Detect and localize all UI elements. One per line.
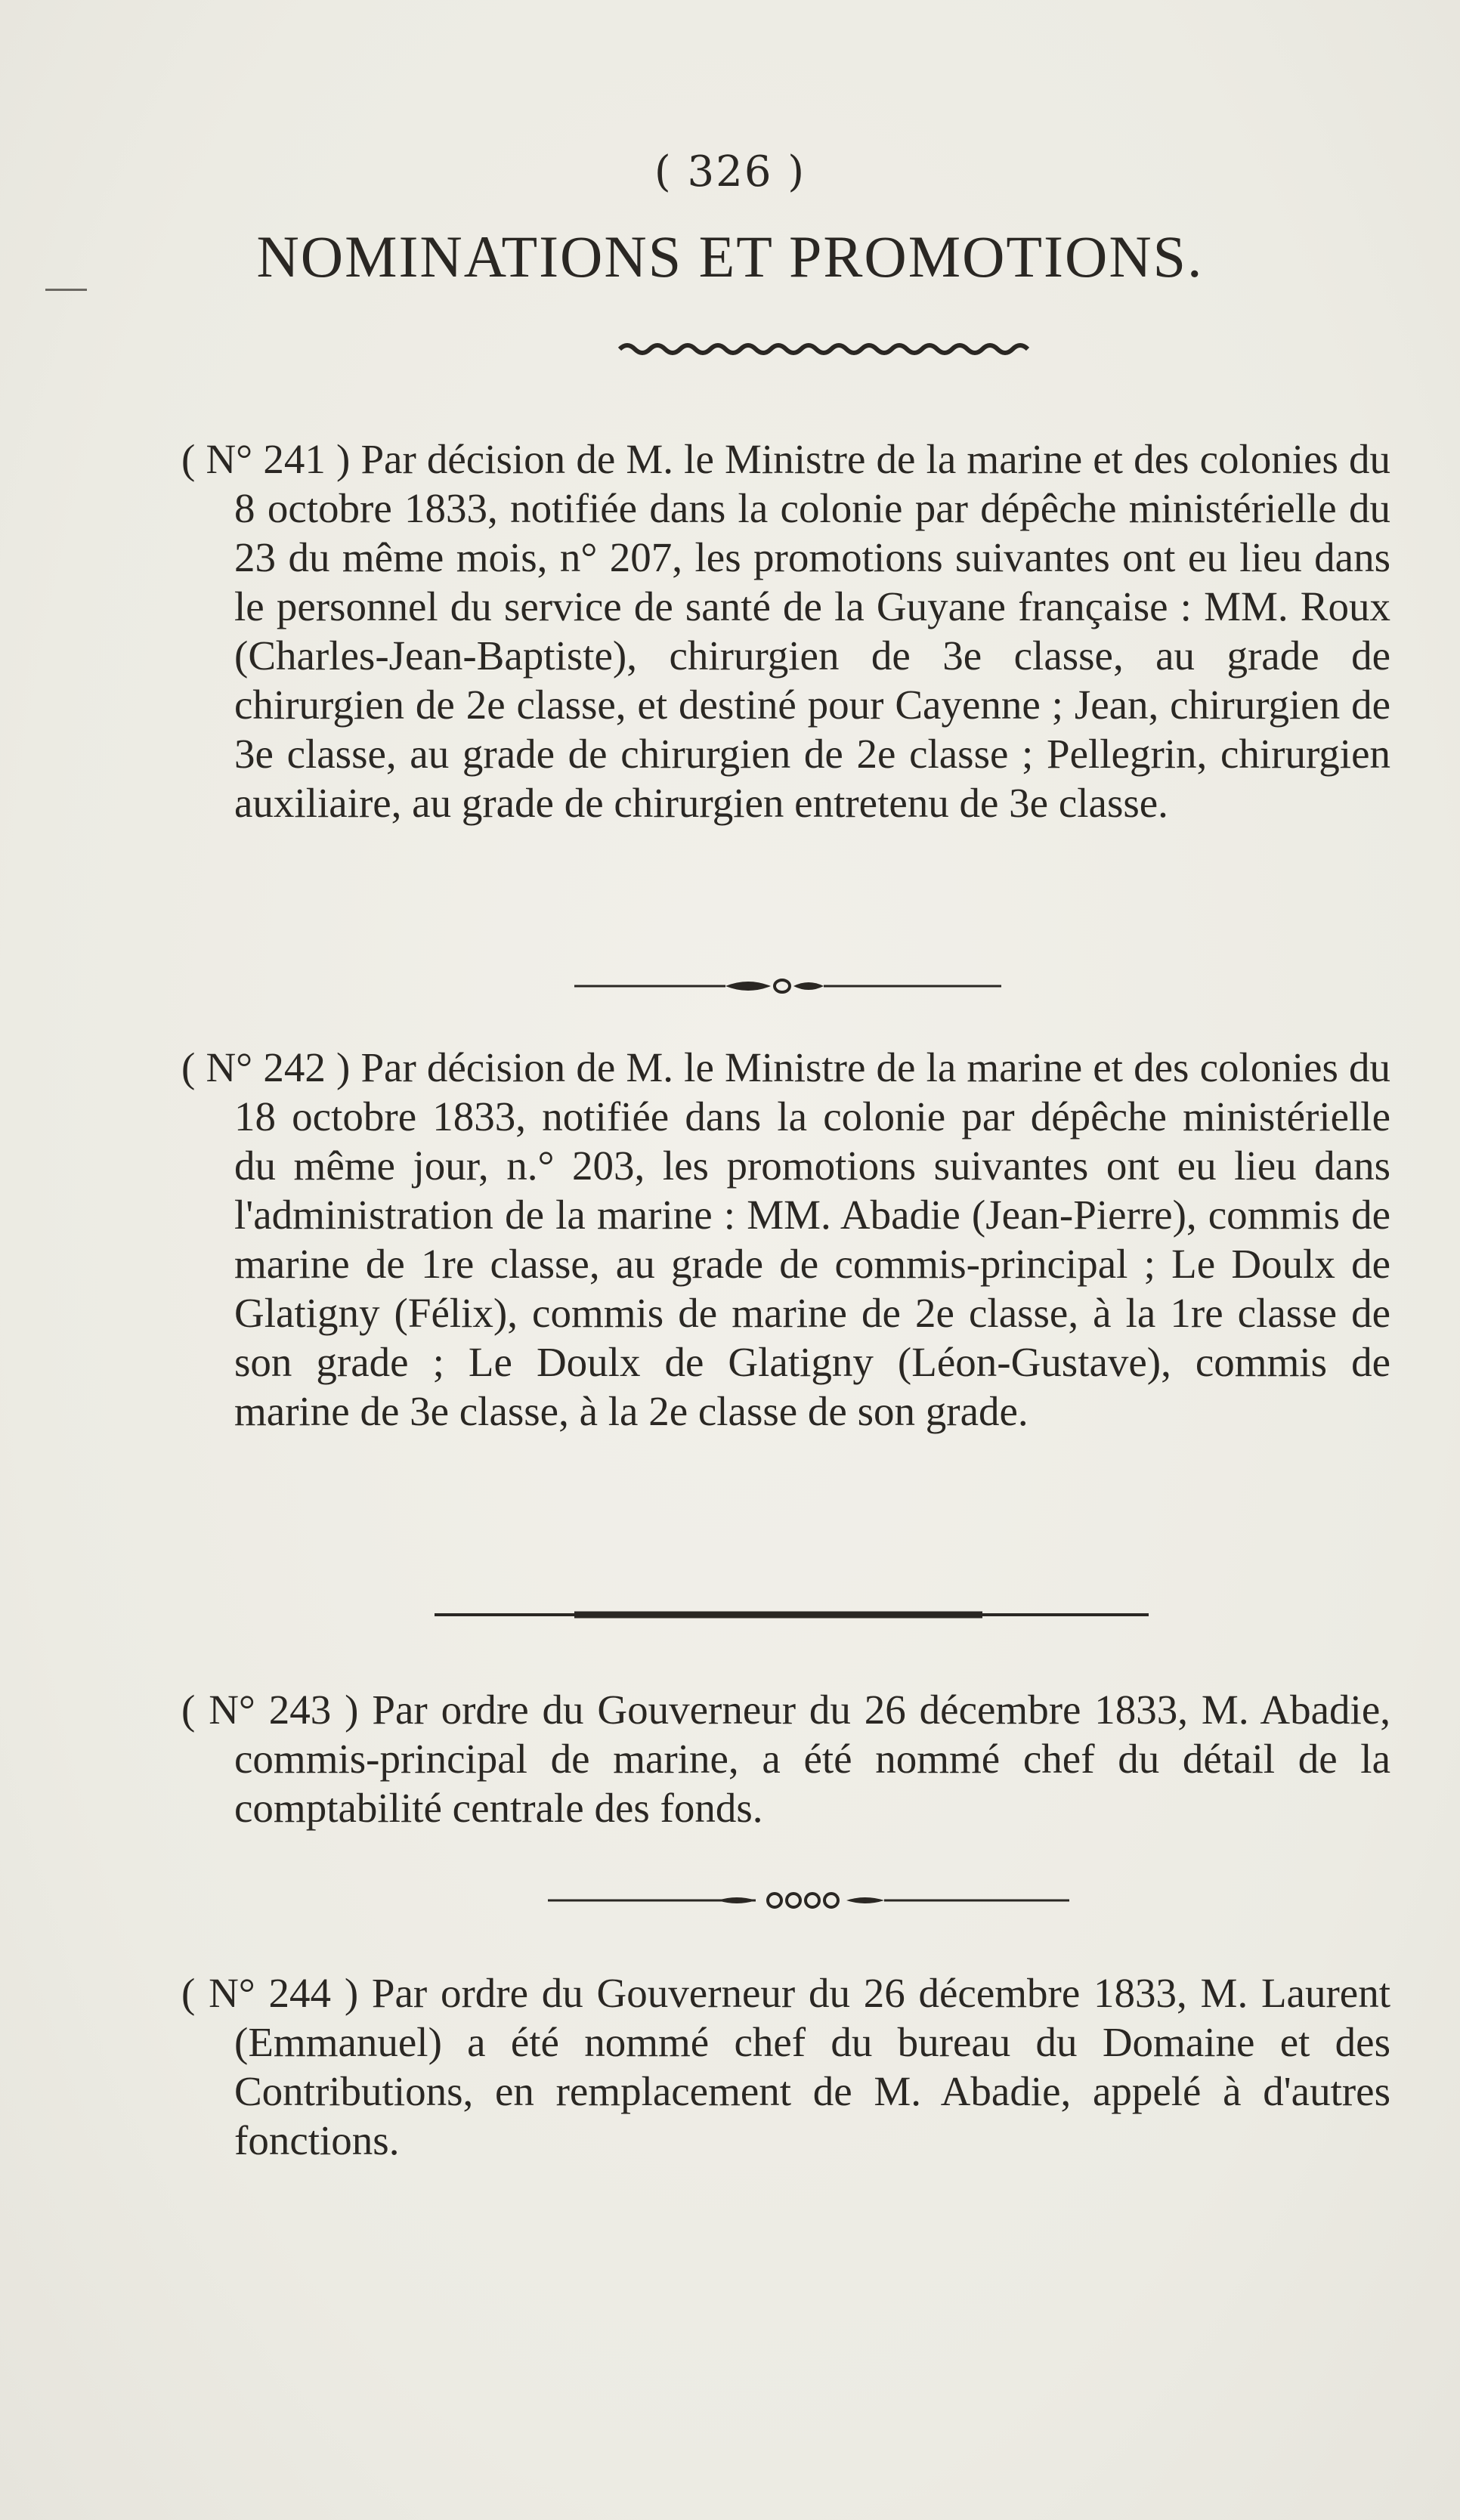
entry-number: ( N° 243 ) — [181, 1687, 359, 1733]
wavy-ornament — [0, 339, 1460, 361]
entry-number: ( N° 244 ) — [181, 1970, 359, 2016]
rule-ornament — [0, 1889, 1460, 1912]
entry-text: Par ordre du Gouverneur du 26 décembre 1833, M. Laurent (Emmanuel) a été nommé chef du bureau du Domaine et des Contributions, en remplacement de M. Abadie, appelé à d'autres fonctions. — [234, 1970, 1390, 2163]
entry-244 — [181, 1968, 1390, 2165]
entry-text: Par décision de M. le Ministre de la marine et des colonies du 8 octobre 1833, notifiée dans la colonie par dépêche ministérielle du 23 du même mois, n° 207, les promotions suivantes ont eu lieu dans le personnel du service de santé de la Guyane française : MM. Roux (Charles-Jean-Baptiste), chirurgien de 3e classe, au grade de chirurgien de 2e classe, et destiné pour Cayenne ; Jean, chirurgien de 3e classe, au grade de chirurgien de 2e classe ; Pellegrin, chirurgien auxiliaire, au grade de chirurgien entretenu de 3e classe. — [234, 436, 1390, 826]
entry-242 — [181, 1043, 1390, 1436]
entry-text: Par décision de M. le Ministre de la marine et des colonies du 18 octobre 1833, notifiée dans la colonie par dépêche ministérielle du même jour, n.° 203, les promotions suivantes ont eu lieu dans l'administration de la marine : MM. Abadie (Jean-Pierre), commis de marine de 1re classe, au grade de commis-principal ; Le Doulx de Glatigny (Félix), commis de marine de 2e classe, à la 1re classe de son grade ; Le Doulx de Glatigny (Léon-Gustave), commis de marine de 3e classe, à la 2e classe de son grade. — [234, 1044, 1390, 1434]
rule-ornament — [0, 975, 1460, 997]
entry-text: Par ordre du Gouverneur du 26 décembre 1833, M. Abadie, commis-principal de marine, a été nommé chef du détail de la comptabilité centrale des fonds. — [234, 1687, 1390, 1831]
entry-243 — [181, 1685, 1390, 1832]
page-number: ( 326 ) — [654, 147, 806, 196]
rule-ornament — [0, 1606, 1460, 1624]
page-heading: NOMINATIONS ET PROMOTIONS. — [256, 224, 1204, 289]
entry-241 — [181, 434, 1390, 827]
entry-number: ( N° 241 ) — [181, 436, 351, 482]
entry-number: ( N° 242 ) — [181, 1044, 351, 1090]
